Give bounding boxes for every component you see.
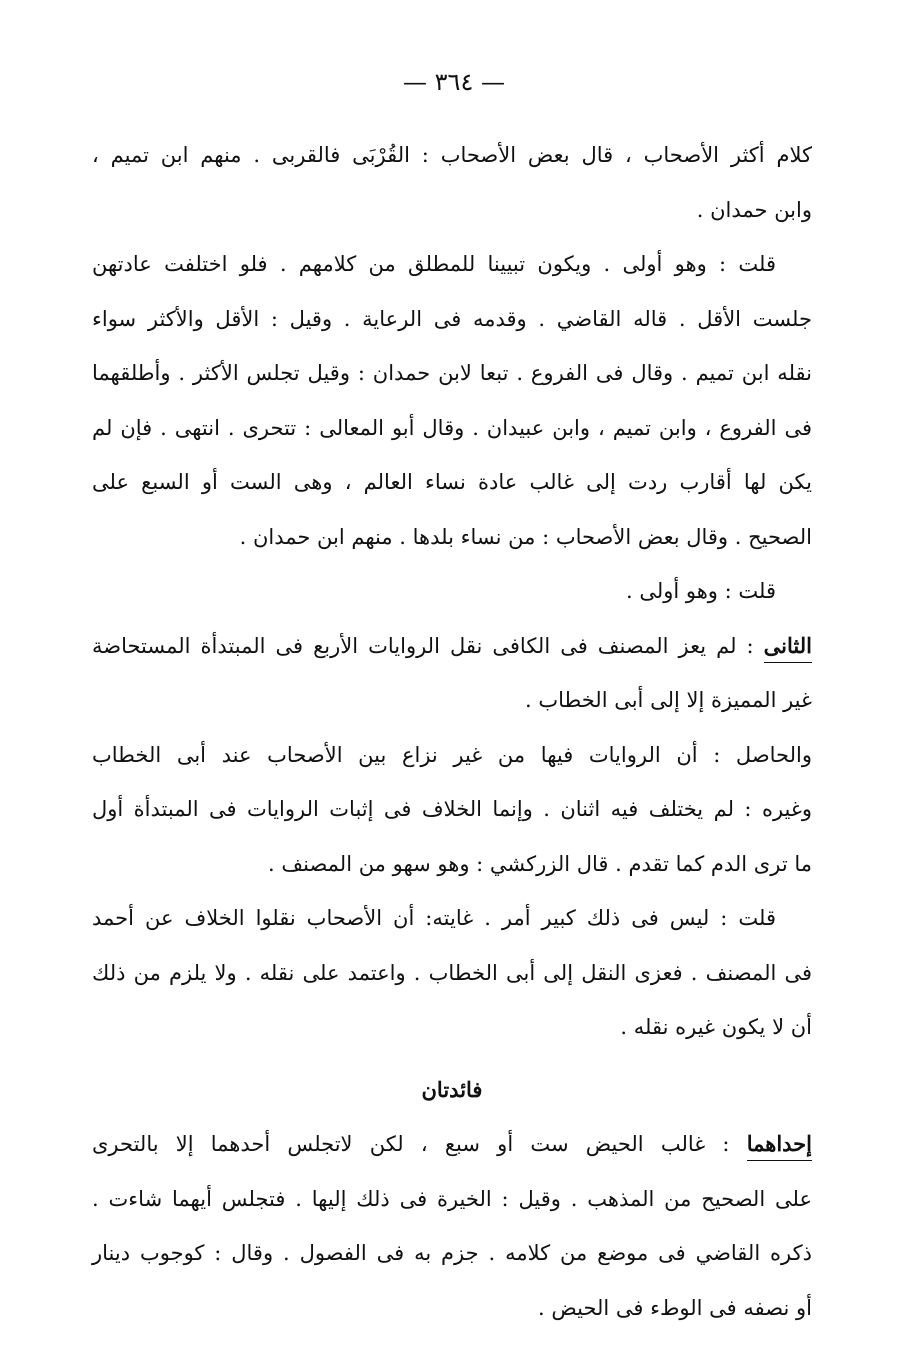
text-line: جلست الأقل . قاله القاضي . وقدمه فى الرعاية . وقيل : الأقل والأكثر سواء bbox=[92, 306, 812, 331]
text-fragment: : غالب الحيض ست أو سبع ، لكن لاتجلس أحدهما إلا بالتحرى bbox=[92, 1132, 747, 1156]
section-heading: فائدتان bbox=[421, 1076, 483, 1102]
text-line: قلت : وهو أولى . ويكون تبيينا للمطلق من كلامهم . فلو اختلفت عادتهن bbox=[92, 252, 776, 276]
text-fragment: : لم يعز المصنف فى الكافى نقل الروايات الأربع فى المبتدأة المستحاضة bbox=[92, 633, 764, 658]
text-line: ما ترى الدم كما تقدم . قال الزركشي : وهو سهو من المصنف . bbox=[268, 851, 812, 876]
text-line: غير المميزة إلا إلى أبى الخطاب . bbox=[525, 688, 812, 712]
section-term: إحداهما bbox=[747, 1131, 812, 1161]
text-line: يكن لها أقارب ردت إلى غالب عادة نساء العالم ، وهى الست أو السبع على bbox=[92, 470, 812, 494]
text-line: والحاصل : أن الروايات فيها من غير نزاع بين الأصحاب عند أبى الخطاب bbox=[92, 742, 812, 767]
text-line: أن لا يكون غيره نقله . bbox=[620, 1015, 812, 1039]
text-line: وغيره : لم يختلف فيه اثنان . وإنما الخلاف فى إثبات الروايات فى المبتدأة أول bbox=[92, 797, 812, 821]
text-line: أو نصفه فى الوطء فى الحيض . bbox=[538, 1295, 812, 1320]
text-line bbox=[92, 619, 812, 674]
text-line: على الصحيح من المذهب . وقيل : الخيرة فى ذلك إليها . فتجلس أيهما شاءت . bbox=[92, 1186, 812, 1211]
text-line: وابن حمدان . bbox=[696, 197, 812, 222]
text-line: قلت : وهو أولى . bbox=[625, 579, 776, 603]
text-line: الصحيح . وقال بعض الأصحاب : من نساء بلدها . منهم ابن حمدان . bbox=[239, 524, 812, 549]
text-line: كلام أكثر الأصحاب ، قال بعض الأصحاب : القُرْبَى فالقربى . منهم ابن تميم ، bbox=[92, 143, 812, 167]
text-line: فى الفروع ، وابن تميم ، وابن عبيدان . وقال أبو المعالى : تتحرى . انتهى . فإن لم bbox=[92, 415, 812, 440]
text-line: ذكره القاضي فى موضع من كلامه . جزم به فى الفصول . وقال : كوجوب دينار bbox=[92, 1241, 812, 1265]
text-line: قلت : ليس فى ذلك كبير أمر . غايته: أن الأصحاب نقلوا الخلاف عن أحمد bbox=[92, 906, 776, 930]
text-line: فى المصنف . فعزى النقل إلى أبى الخطاب . واعتمد على نقله . ولا يلزم من ذلك bbox=[92, 960, 812, 985]
text-line bbox=[92, 1117, 812, 1172]
section-term: الثانى bbox=[764, 633, 812, 663]
text-line: نقله ابن تميم . وقال فى الفروع . تبعا لابن حمدان : وقيل تجلس الأكثر . وأطلقهما bbox=[92, 361, 812, 385]
body-text bbox=[92, 128, 812, 1335]
page-number: — ٣٦٤ — bbox=[403, 68, 505, 96]
